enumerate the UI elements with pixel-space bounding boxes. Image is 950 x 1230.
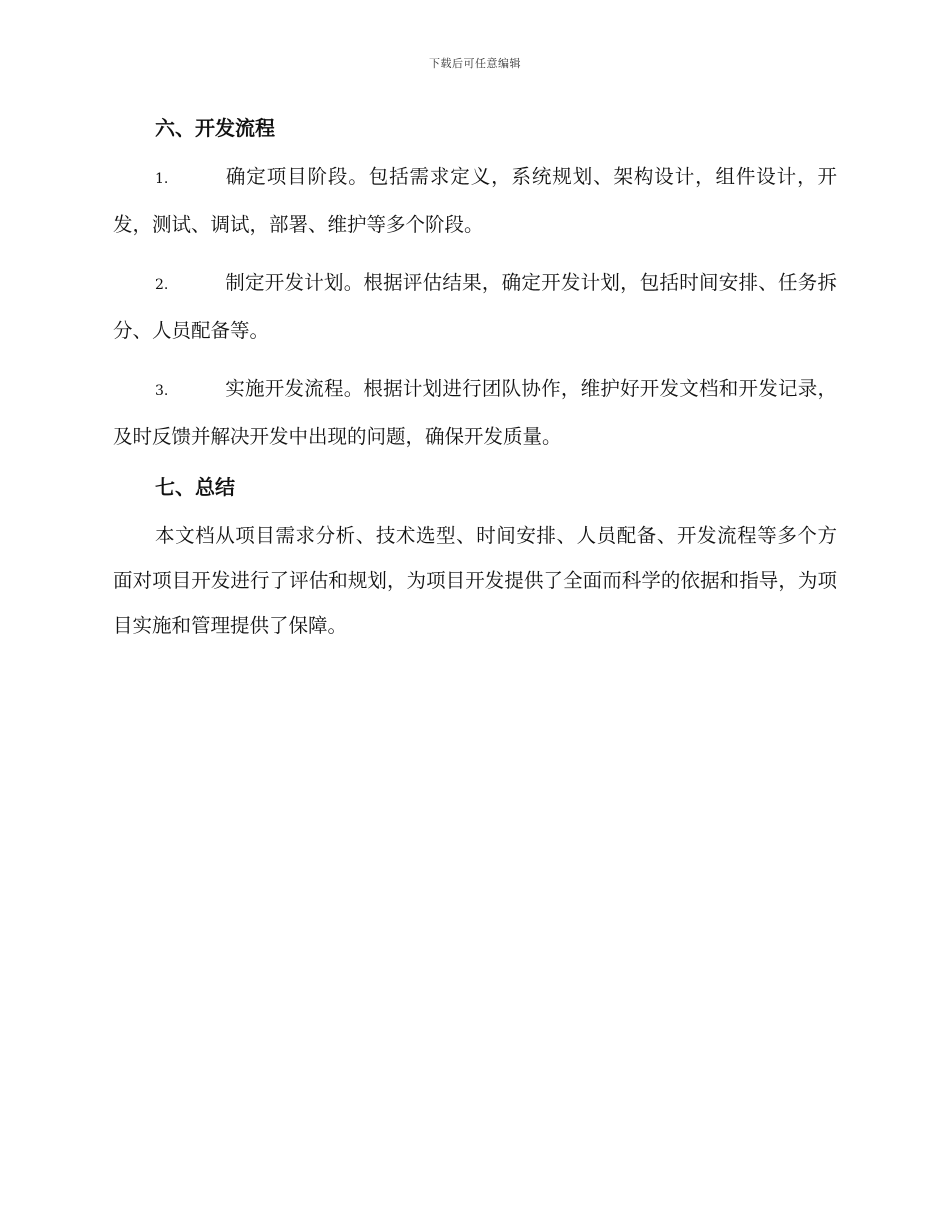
list-item-text: 制定开发计划。根据评估结果，确定开发计划，包括时间安排、任务拆分、人员配备等。 (113, 271, 837, 342)
list-item-text: 实施开发流程。根据计划进行团队协作，维护好开发文档和开发记录，及时反馈并解决开发中出现的问题，确保开发质量。 (113, 377, 837, 448)
list-item (113, 260, 837, 353)
list-item-number: 3. (155, 383, 169, 399)
section-heading-summary: 七、总结 (155, 475, 235, 499)
list-item-number: 1. (155, 171, 169, 187)
section-heading-dev-process: 六、开发流程 (155, 116, 275, 140)
list-item-number: 2. (155, 277, 169, 293)
summary-paragraph: 本文档从项目需求分析、技术选型、时间安排、人员配备、开发流程等多个方面对项目开发进行了评估和规划，为项目开发提供了全面而科学的依据和指导，为项目实施和管理提供了保障。 (113, 524, 837, 637)
list-item (113, 154, 837, 247)
list-item-text: 确定项目阶段。包括需求定义，系统规划、架构设计，组件设计，开发，测试、调试，部署、维护等多个阶段。 (113, 165, 837, 236)
list-item (113, 366, 837, 459)
document-body (113, 112, 837, 648)
page-header-note: 下载后可任意编辑 (429, 57, 521, 70)
